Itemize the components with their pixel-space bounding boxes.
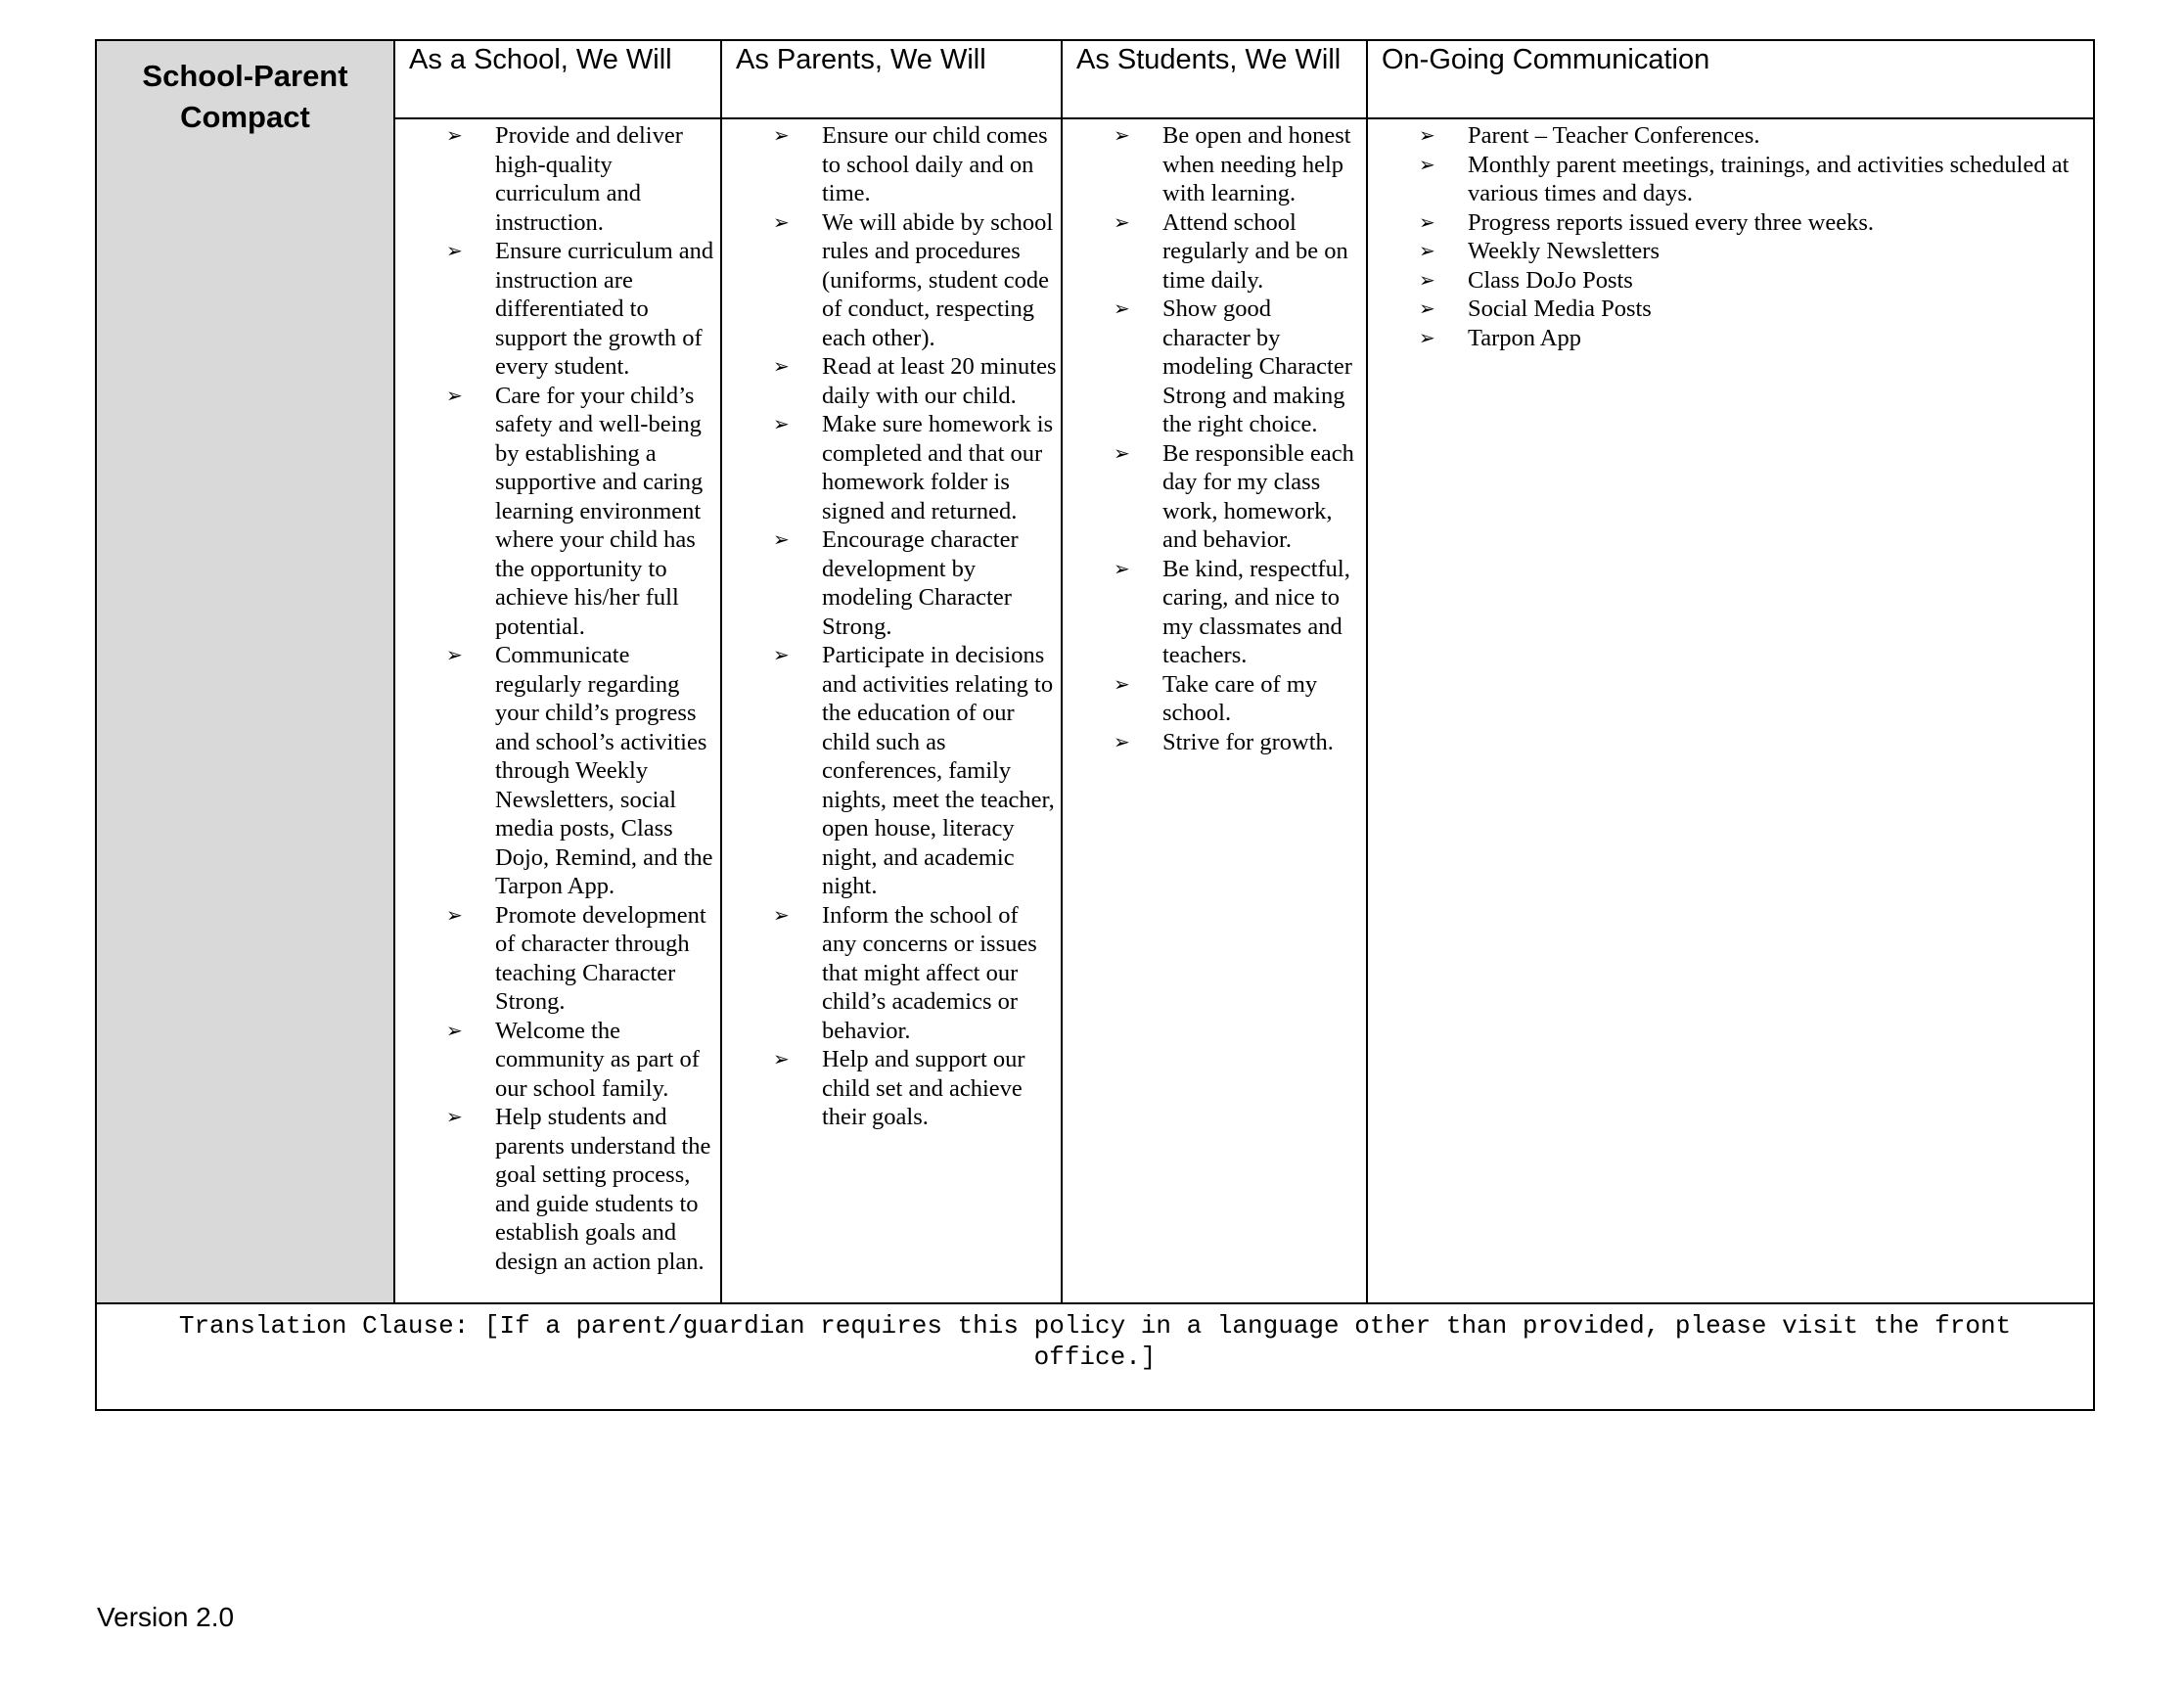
- parent-commitments-list: [722, 119, 1061, 1132]
- list-item: [1063, 121, 1366, 208]
- arrow-bullet-icon: ➢: [773, 643, 790, 666]
- list-item-text: Inform the school of any concerns or issues that might affect our child’s academics or behavior.: [822, 901, 1037, 1044]
- list-item: [395, 121, 720, 237]
- school-commitments-list: [395, 119, 720, 1276]
- list-item: [1368, 237, 2093, 266]
- list-item-text: Weekly Newsletters: [1468, 238, 1660, 264]
- school-parent-compact-table: [95, 39, 2095, 1411]
- list-item: [395, 237, 720, 382]
- version-label: Version 2.0: [97, 1602, 235, 1632]
- translation-row: [96, 1303, 2094, 1410]
- title-cell: [96, 40, 394, 1303]
- heading-communication: On-Going Communication: [1367, 40, 2094, 118]
- compact-header-row: [96, 40, 2094, 118]
- list-item: [1063, 439, 1366, 555]
- student-commitments-list: [1063, 119, 1366, 756]
- arrow-bullet-icon: ➢: [446, 1105, 463, 1128]
- list-item: [1368, 324, 2093, 353]
- list-item-text: Social Media Posts: [1468, 296, 1652, 322]
- arrow-bullet-icon: ➢: [1114, 209, 1130, 234]
- list-item: [1368, 266, 2093, 296]
- arrow-bullet-icon: ➢: [773, 209, 790, 234]
- list-item: [395, 382, 720, 642]
- list-item: [722, 352, 1061, 410]
- list-item: [395, 1017, 720, 1104]
- document-title: School-Parent Compact: [142, 59, 348, 134]
- list-item: [722, 901, 1061, 1046]
- arrow-bullet-icon: ➢: [1114, 440, 1130, 465]
- arrow-bullet-icon: ➢: [1114, 671, 1130, 696]
- parent-commitments-cell: [721, 118, 1062, 1303]
- arrow-bullet-icon: ➢: [446, 123, 463, 147]
- list-item-text: Provide and deliver high-quality curriculum and instruction.: [495, 122, 683, 236]
- communication-cell: [1367, 118, 2094, 1303]
- list-item-text: Strive for growth.: [1162, 728, 1334, 755]
- heading-students: As Students, We Will: [1062, 40, 1367, 118]
- list-item: [722, 525, 1061, 641]
- list-item-text: Be responsible each day for my class work, homework, and behavior.: [1162, 439, 1354, 553]
- list-item-text: Ensure curriculum and instruction are differentiated to support the growth of every student.: [495, 238, 714, 380]
- list-item: [722, 641, 1061, 901]
- translation-clause: Translation Clause: [If a parent/guardian requires this policy in a language other than provided, please visit the front office.]: [96, 1303, 2094, 1410]
- arrow-bullet-icon: ➢: [773, 527, 790, 551]
- list-item-text: Show good character by modeling Character Strong and making the right choice.: [1162, 296, 1352, 437]
- arrow-bullet-icon: ➢: [446, 239, 463, 262]
- arrow-bullet-icon: ➢: [1419, 123, 1435, 147]
- list-item-text: Read at least 20 minutes daily with our child.: [822, 353, 1057, 409]
- list-item-text: Ensure our child comes to school daily and on time.: [822, 122, 1048, 206]
- list-item: [1368, 208, 2093, 238]
- heading-school: As a School, We Will: [394, 40, 721, 118]
- arrow-bullet-icon: ➢: [1419, 296, 1435, 320]
- arrow-bullet-icon: ➢: [773, 123, 790, 147]
- arrow-bullet-icon: ➢: [446, 383, 463, 407]
- list-item-text: Progress reports issued every three weeks.: [1468, 208, 1875, 236]
- arrow-bullet-icon: ➢: [1419, 152, 1435, 176]
- student-commitments-cell: [1062, 118, 1367, 1303]
- arrow-bullet-icon: ➢: [773, 902, 790, 927]
- list-item: [1368, 295, 2093, 324]
- list-item-text: Participate in decisions and activities relating to the education of our child such as conferences, family nights, meet the teacher, open house, literacy night, and academic night.: [822, 642, 1055, 899]
- list-item-text: Care for your child’s safety and well-being by establishing a supportive and caring learning environment where your child has the opportunity to achieve his/her full potential.: [495, 382, 704, 640]
- list-item-text: Take care of my school.: [1162, 670, 1318, 726]
- list-item-text: Communicate regularly regarding your child’s progress and school’s activities through Weekly Newsletters, social media posts, Class Dojo, Remind, and the Tarpon App.: [495, 642, 713, 899]
- list-item-text: Welcome the community as part of our school family.: [495, 1017, 700, 1102]
- list-item-text: Monthly parent meetings, trainings, and activities scheduled at various times and days.: [1468, 151, 2070, 206]
- list-item-text: Tarpon App: [1468, 324, 1582, 351]
- arrow-bullet-icon: ➢: [1419, 267, 1435, 292]
- heading-parents: As Parents, We Will: [721, 40, 1062, 118]
- arrow-bullet-icon: ➢: [773, 412, 790, 435]
- list-item: [1063, 208, 1366, 296]
- list-item-text: Class DoJo Posts: [1468, 266, 1633, 294]
- list-item: [1063, 295, 1366, 439]
- list-item: [722, 1045, 1061, 1132]
- list-item: [722, 208, 1061, 353]
- list-item: [1063, 670, 1366, 728]
- arrow-bullet-icon: ➢: [1114, 123, 1130, 147]
- arrow-bullet-icon: ➢: [446, 643, 463, 666]
- list-item-text: We will abide by school rules and procedures (uniforms, student code of conduct, respecting each other).: [822, 208, 1054, 351]
- arrow-bullet-icon: ➢: [1114, 729, 1130, 753]
- list-item: [395, 641, 720, 901]
- arrow-bullet-icon: ➢: [446, 1018, 463, 1042]
- list-item: [1063, 555, 1366, 670]
- list-item-text: Help students and parents understand the goal setting process, and guide students to establish goals and design an action plan.: [495, 1104, 711, 1275]
- arrow-bullet-icon: ➢: [1419, 209, 1435, 234]
- arrow-bullet-icon: ➢: [773, 1047, 790, 1070]
- school-commitments-cell: [394, 118, 721, 1303]
- list-item-text: Be kind, respectful, caring, and nice to my classmates and teachers.: [1162, 555, 1350, 668]
- communication-list: [1368, 119, 2093, 352]
- list-item: [395, 901, 720, 1017]
- arrow-bullet-icon: ➢: [1114, 296, 1130, 320]
- list-item-text: Attend school regularly and be on time daily.: [1162, 208, 1348, 294]
- list-item: [395, 1103, 720, 1276]
- list-item: [722, 121, 1061, 208]
- list-item-text: Make sure homework is completed and that our homework folder is signed and returned.: [822, 411, 1054, 524]
- compact-body-row: [96, 118, 2094, 1303]
- list-item-text: Parent – Teacher Conferences.: [1468, 122, 1760, 149]
- list-item: [1368, 121, 2093, 151]
- list-item: [722, 410, 1061, 525]
- arrow-bullet-icon: ➢: [1419, 325, 1435, 349]
- list-item-text: Encourage character development by modeling Character Strong.: [822, 526, 1019, 640]
- arrow-bullet-icon: ➢: [773, 354, 790, 378]
- list-item: [1368, 151, 2093, 208]
- list-item-text: Be open and honest when needing help with learning.: [1162, 122, 1351, 206]
- arrow-bullet-icon: ➢: [1114, 556, 1130, 580]
- list-item: [1063, 728, 1366, 757]
- arrow-bullet-icon: ➢: [1419, 239, 1435, 262]
- arrow-bullet-icon: ➢: [446, 902, 463, 927]
- list-item-text: Promote development of character through teaching Character Strong.: [495, 901, 706, 1015]
- list-item-text: Help and support our child set and achieve their goals.: [822, 1046, 1025, 1130]
